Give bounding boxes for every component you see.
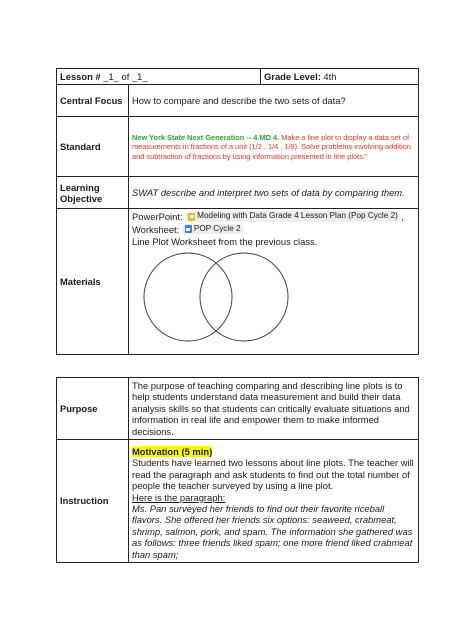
grade-level-cell [261,69,419,85]
venn-diagram [140,249,290,345]
central-focus-text: How to compare and describe the two sets of data? [129,85,419,117]
lesson-plan-table [56,68,419,355]
materials-line3: Line Plot Worksheet from the previous class. [132,235,318,247]
purpose-label: Purpose [57,378,129,440]
powerpoint-trail: , [400,211,404,223]
worksheet-line [132,224,415,236]
powerpoint-label: PowerPoint: [132,211,183,223]
instruction-text: Students have learned two lessons about line plots. The teacher will read the paragraph and ask students to find out the total number of people the teacher surveyed by using a line plot. [132,457,414,492]
paragraph-text: Ms. Pan surveyed her friends to find out their favorite riceball flavors. She offered her friends six options: seaweed, crabmeat, shrimp, salmon, pork, and spam. The information she gathered was as follows: three friends liked spam; one more friend liked crabmeat than spam; [132,503,413,560]
grade-value: 4th [323,71,337,82]
worksheet-label: Worksheet: [132,224,180,236]
google-docs-icon [185,225,192,233]
worksheet-link[interactable] [182,224,244,234]
motivation-heading: Motivation (5 min) [132,446,213,458]
standard-text [129,117,419,177]
worksheet-link-text: POP Cycle 2 [193,224,241,234]
objective-text: SWAT describe and interpret two sets of data by comparing them. [129,177,419,209]
materials-label: Materials [57,209,129,355]
lesson-number-cell [57,69,261,85]
objective-label: Learning Objective [57,177,129,209]
paragraph-heading: Here is the paragraph: [132,491,226,503]
instruction-label: Instruction [57,440,129,563]
venn-left-circle [144,253,232,341]
lesson-number: _1_ [103,71,119,82]
powerpoint-line [132,211,415,223]
central-focus-label: Central Focus [57,85,129,117]
google-slides-icon [188,213,195,221]
lesson-label: Lesson # [60,71,101,82]
grade-label: Grade Level: [264,71,321,82]
standard-label: Standard [57,117,129,177]
instruction-cell [129,440,419,563]
lesson-plan-table-2 [56,377,419,563]
purpose-text: The purpose of teaching comparing and describing line plots is to help students understand data measurement and build their data analysis skills so that students can critically evaluate situations and information in real life and empower them to make informed decisions. [129,378,419,440]
venn-right-circle [200,253,288,341]
materials-cell [129,209,419,355]
powerpoint-link-text: Modeling with Data Grade 4 Lesson Plan (Pop Cycle 2) [197,211,398,221]
lesson-total: _1_ [131,71,148,82]
powerpoint-link[interactable] [185,211,401,221]
standard-green-text: New York State Next Generation -- 4.MD 4. [132,132,280,142]
of-label: of [121,71,130,82]
standard-red-text: Make a line plot to display a data set of measurements in fractions of a unit (1/2 , 1/4 , 1/8). Solve problems involving addition and subtraction of fractions by using information presented in line plots." [132,132,411,161]
